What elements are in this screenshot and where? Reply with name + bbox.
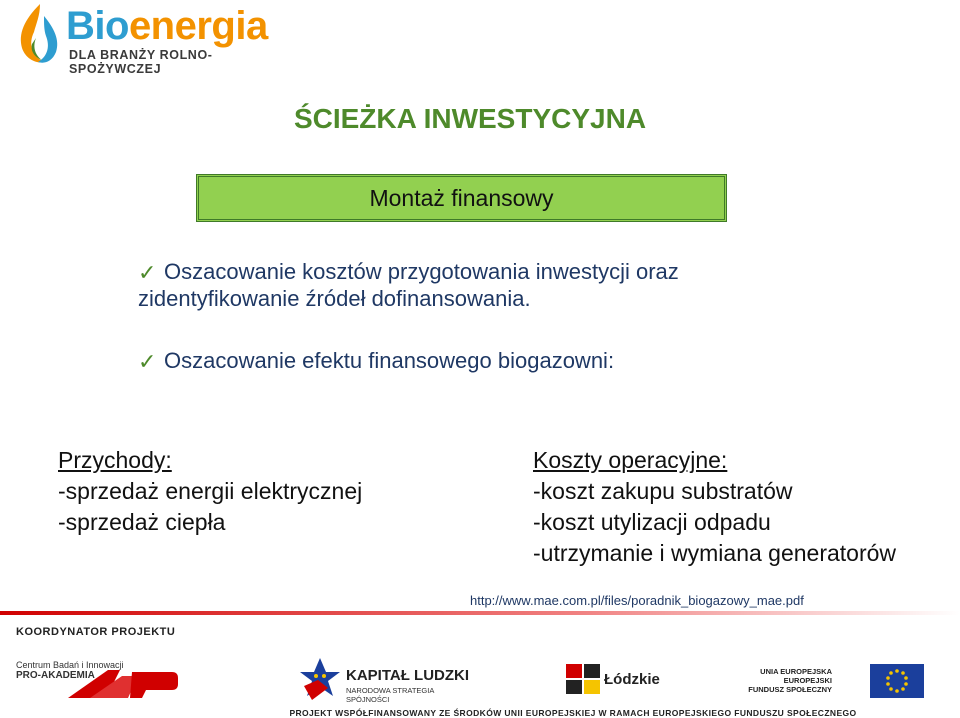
- list-item: -koszt utylizacji odpadu: [533, 509, 771, 535]
- eu-line2: EUROPEJSKI: [783, 676, 832, 685]
- pro-akademia-logo: [16, 660, 181, 700]
- cofinancing-text: PROJEKT WSPÓŁFINANSOWANY ZE ŚRODKÓW UNII EUROPEJSKIEJ W RAMACH EUROPEJSKIEGO FUNDUSZU SPOŁECZNEGO: [289, 708, 857, 718]
- list-item: -koszt zakupu substratów: [533, 478, 793, 504]
- eu-flag-icon: [870, 664, 924, 698]
- kapital-ludzki-logo: [298, 656, 473, 702]
- logo-name: [66, 4, 268, 49]
- lodzkie-emblem-icon: [566, 664, 600, 694]
- bullet-text-continued: zidentyfikowanie źródeł dofinansowania.: [138, 286, 531, 311]
- eu-text: [712, 667, 832, 694]
- source-link[interactable]: http://www.mae.com.pl/files/poradnik_biogazowy_mae.pdf: [470, 593, 804, 608]
- revenues-heading: Przychody:: [58, 447, 172, 473]
- checkmark-icon: ✓: [138, 260, 157, 285]
- checkmark-icon: ✓: [138, 349, 157, 374]
- bullet-item: [138, 347, 814, 374]
- page-title: ŚCIEŻKA INWESTYCYJNA: [293, 103, 647, 134]
- lodzkie-label: Łódzkie: [604, 671, 660, 688]
- footer-divider: [0, 611, 960, 615]
- eu-logo: [748, 664, 924, 698]
- kl-subtitle: NARODOWA STRATEGIA SPÓJNOŚCI: [346, 686, 434, 704]
- flame-icon: [14, 2, 66, 66]
- revenues-list: [58, 445, 458, 538]
- costs-list: [533, 445, 953, 569]
- lodzkie-logo: [566, 664, 661, 694]
- cbi-line2: PRO-AKADEMIA: [16, 670, 95, 681]
- bullet-text: Oszacowanie efektu finansowego biogazowni:: [164, 348, 615, 373]
- eu-line1: UNIA EUROPEJSKA: [760, 667, 832, 676]
- bullet-text: Oszacowanie kosztów przygotowania inwestycji oraz: [164, 259, 679, 284]
- coordinator-label: KOORDYNATOR PROJEKTU: [16, 626, 176, 638]
- logo-name-bio: Bio: [66, 4, 129, 48]
- logo-subtitle: DLA BRANŻY ROLNO-SPOŻYWCZEJ: [69, 48, 213, 76]
- eu-line3: FUNDUSZ SPOŁECZNY: [748, 685, 832, 694]
- list-item: -sprzedaż ciepła: [58, 509, 226, 535]
- list-item: -utrzymanie i wymiana generatorów: [533, 540, 897, 566]
- kl-title: KAPITAŁ LUDZKI: [346, 667, 470, 684]
- cbi-line1: Centrum Badań i Innowacji: [16, 660, 124, 670]
- kl-star-icon: [298, 656, 342, 702]
- bullet-item: [138, 258, 788, 312]
- logo-name-energia: energia: [128, 4, 268, 48]
- bioenergia-logo: [14, 2, 284, 76]
- ap-mark-icon: [68, 668, 178, 698]
- section-bar: Montaż finansowy: [196, 174, 727, 222]
- list-item: -sprzedaż energii elektrycznej: [58, 478, 363, 504]
- costs-heading: Koszty operacyjne:: [533, 447, 728, 473]
